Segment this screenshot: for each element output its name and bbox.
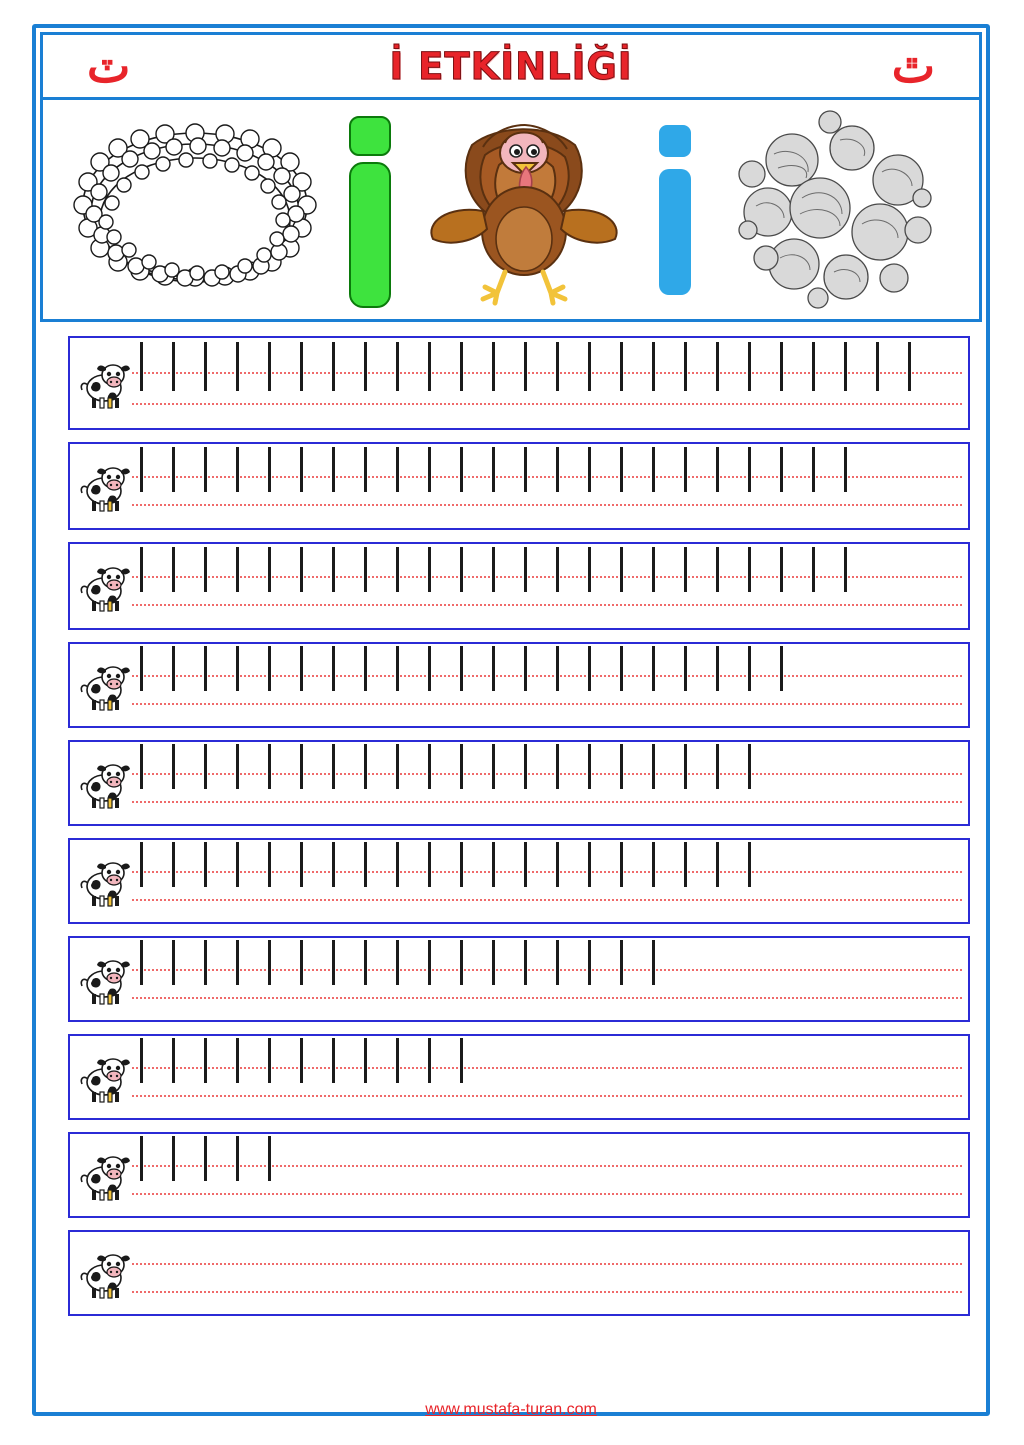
letter-i-stroke <box>364 342 367 391</box>
cow-icon <box>76 1049 132 1105</box>
letter-i-stroke <box>748 342 751 391</box>
practice-rows <box>68 336 970 1328</box>
writing-lines[interactable] <box>132 338 968 428</box>
letter-i-stroke <box>620 547 623 592</box>
letter-i-stroke <box>140 1136 143 1180</box>
letter-i-dot <box>524 336 528 337</box>
letter-i-stroke <box>716 547 719 592</box>
letter-i-stroke <box>332 1038 335 1082</box>
letter-strokes <box>140 938 962 1020</box>
letter-i-stroke <box>300 1038 303 1082</box>
letter-i-stroke <box>684 842 687 886</box>
letter-i-stroke <box>716 744 719 788</box>
letter-i-stroke <box>172 1136 175 1180</box>
letter-i-stroke <box>588 447 591 492</box>
letter-i-stroke <box>236 1038 239 1082</box>
letter-i-dot <box>492 336 496 337</box>
letter-i-stroke <box>428 842 431 886</box>
letter-i-stroke <box>652 646 655 690</box>
illustration-band <box>40 100 982 322</box>
letter-i-stroke <box>140 342 143 391</box>
letter-stem <box>349 162 391 308</box>
letter-i-stroke <box>460 940 463 984</box>
letter-i-stroke <box>492 646 495 690</box>
letter-i-stroke <box>460 1038 463 1082</box>
letter-i-dot <box>844 336 848 337</box>
letter-i-stroke <box>844 447 847 492</box>
letter-i-stroke <box>492 842 495 886</box>
letter-i-stroke <box>268 447 271 492</box>
letter-i-stroke <box>524 646 527 690</box>
letter-i-stroke <box>908 342 911 391</box>
letter-i-stroke <box>428 1038 431 1082</box>
letter-i-stroke <box>172 744 175 788</box>
letter-i-stroke <box>492 342 495 391</box>
letter-i-stroke <box>204 940 207 984</box>
letter-i-stroke <box>204 842 207 886</box>
letter-i-stroke <box>140 842 143 886</box>
letter-i-stroke <box>140 1038 143 1082</box>
practice-row[interactable] <box>68 1034 970 1120</box>
letter-i-stroke <box>236 447 239 492</box>
letter-i-stroke <box>556 744 559 788</box>
letter-strokes <box>140 742 962 824</box>
letter-i-stroke <box>620 940 623 984</box>
decorative-mark-left-icon: ٽ <box>87 39 131 93</box>
letter-i-stroke <box>332 940 335 984</box>
letter-strokes <box>140 444 962 528</box>
letter-i-dot <box>396 336 400 337</box>
letter-i-stroke <box>780 342 783 391</box>
letter-i-stroke <box>172 842 175 886</box>
letter-i-stroke <box>236 342 239 391</box>
letter-i-stroke <box>460 646 463 690</box>
letter-i-stroke <box>236 547 239 592</box>
letter-i-stroke <box>172 1038 175 1082</box>
practice-row[interactable] <box>68 936 970 1022</box>
writing-lines[interactable] <box>132 742 968 824</box>
letter-i-stroke <box>332 646 335 690</box>
practice-row[interactable] <box>68 1132 970 1218</box>
letter-i-stroke <box>236 940 239 984</box>
letter-i-dot <box>140 336 144 337</box>
letter-i-stroke <box>364 842 367 886</box>
letter-i-dot <box>748 336 752 337</box>
letter-i-stroke <box>268 1136 271 1180</box>
letter-i-stroke <box>428 744 431 788</box>
letter-i-stroke <box>684 744 687 788</box>
letter-i-stroke <box>716 447 719 492</box>
letter-i-stroke <box>300 547 303 592</box>
writing-lines[interactable] <box>132 444 968 528</box>
decorative-mark-right-icon: ٿ <box>891 39 935 93</box>
letter-i-stroke <box>140 646 143 690</box>
letter-i-stroke <box>268 547 271 592</box>
letter-i-stroke <box>556 547 559 592</box>
letter-i-stroke <box>812 447 815 492</box>
letter-i-stroke <box>428 342 431 391</box>
letter-i-stroke <box>588 547 591 592</box>
letter-i-stroke <box>780 547 783 592</box>
letter-i-stroke <box>428 447 431 492</box>
practice-row[interactable] <box>68 336 970 430</box>
letter-strokes <box>140 544 962 628</box>
website-link[interactable]: www.mustafa-turan.com <box>425 1401 597 1418</box>
cow-icon <box>76 657 132 713</box>
letter-i-stroke <box>652 940 655 984</box>
letter-i-stroke <box>268 940 271 984</box>
letter-i-dot <box>300 336 304 337</box>
letter-i-stroke <box>396 342 399 391</box>
letter-i-stroke <box>300 940 303 984</box>
letter-i-stroke <box>460 547 463 592</box>
letter-i-stroke <box>204 1038 207 1082</box>
cow-icon <box>76 755 132 811</box>
letter-i-stroke <box>172 646 175 690</box>
letter-i-stroke <box>172 940 175 984</box>
letter-i-stroke <box>204 447 207 492</box>
letter-i-stroke <box>172 547 175 592</box>
letter-i-stroke <box>140 940 143 984</box>
letter-i-stroke <box>396 744 399 788</box>
cow-icon <box>76 951 132 1007</box>
letter-i-stroke <box>876 342 879 391</box>
letter-i-dot <box>652 336 656 337</box>
letter-i-stroke <box>268 342 271 391</box>
letter-i-stroke <box>556 646 559 690</box>
letter-i-stroke <box>364 646 367 690</box>
letter-i-stroke <box>620 447 623 492</box>
letter-i-dot <box>812 336 816 337</box>
letter-i-stroke <box>172 447 175 492</box>
letter-i-dot <box>780 336 784 337</box>
letter-i-stroke <box>364 447 367 492</box>
letter-i-stroke <box>140 744 143 788</box>
letter-i-stroke <box>300 744 303 788</box>
letter-i-dot <box>684 336 688 337</box>
letter-i-stroke <box>332 842 335 886</box>
letter-i-stroke <box>524 744 527 788</box>
letter-i-stroke <box>332 342 335 391</box>
writing-lines[interactable] <box>132 1232 968 1314</box>
letter-i-stroke <box>748 447 751 492</box>
letter-i-stroke <box>428 547 431 592</box>
letter-i-stroke <box>396 1038 399 1082</box>
letter-i-stroke <box>556 842 559 886</box>
letter-i-stroke <box>236 1136 239 1180</box>
letter-i-dot <box>620 336 624 337</box>
letter-i-stroke <box>140 447 143 492</box>
letter-i-stroke <box>588 646 591 690</box>
letter-i-stroke <box>492 940 495 984</box>
letter-i-stroke <box>396 646 399 690</box>
practice-row[interactable] <box>68 1230 970 1316</box>
practice-row[interactable] <box>68 740 970 826</box>
letter-i-stroke <box>204 646 207 690</box>
letter-i-stroke <box>268 646 271 690</box>
letter-i-dot <box>204 336 208 337</box>
letter-i-stroke <box>396 842 399 886</box>
letter-i-stroke <box>204 1136 207 1180</box>
letter-i-stroke <box>748 842 751 886</box>
letter-i-stroke <box>812 547 815 592</box>
letter-i-stroke <box>684 342 687 391</box>
letter-i-stroke <box>332 447 335 492</box>
turkey-image <box>417 107 632 312</box>
writing-lines[interactable] <box>132 1036 968 1118</box>
letter-strokes <box>140 1232 962 1314</box>
letter-i-stroke <box>716 842 719 886</box>
letter-i-dot <box>556 336 560 337</box>
letter-i-stroke <box>364 744 367 788</box>
letter-i-stroke <box>460 342 463 391</box>
letter-i-stroke <box>268 842 271 886</box>
letter-i-stroke <box>396 940 399 984</box>
practice-row[interactable] <box>68 542 970 630</box>
letter-i-stroke <box>236 646 239 690</box>
letter-dot <box>659 125 691 157</box>
letter-i-stroke <box>812 342 815 391</box>
letter-i-dot <box>236 336 240 337</box>
letter-i-stroke <box>460 744 463 788</box>
letter-i-stroke <box>684 646 687 690</box>
letter-i-stroke <box>364 940 367 984</box>
letter-i-stroke <box>428 646 431 690</box>
letter-i-stroke <box>652 342 655 391</box>
footer <box>40 1401 982 1419</box>
cow-icon <box>76 355 132 411</box>
letter-i-stroke <box>716 342 719 391</box>
pearl-necklace-image <box>70 110 320 310</box>
letter-i-stroke <box>780 646 783 690</box>
yarn-balls-image <box>722 102 952 317</box>
writing-lines[interactable] <box>132 544 968 628</box>
letter-i-stroke <box>492 547 495 592</box>
letter-i-stroke <box>300 842 303 886</box>
cow-icon <box>76 558 132 614</box>
cow-icon <box>76 853 132 909</box>
letter-i-stroke <box>588 342 591 391</box>
letter-i-stroke <box>620 646 623 690</box>
letter-i-stroke <box>748 744 751 788</box>
letter-i-blue-image <box>659 125 695 295</box>
letter-i-stroke <box>268 1038 271 1082</box>
letter-i-stroke <box>364 1038 367 1082</box>
letter-i-stroke <box>684 547 687 592</box>
letter-i-dot <box>716 336 720 337</box>
letter-i-green-image <box>347 114 391 306</box>
letter-i-stroke <box>524 447 527 492</box>
letter-i-stroke <box>300 646 303 690</box>
letter-i-stroke <box>524 842 527 886</box>
letter-i-stroke <box>140 547 143 592</box>
letter-strokes <box>140 338 962 428</box>
practice-row[interactable] <box>68 642 970 728</box>
page-title: İ ETKİNLİĞİ <box>389 44 633 88</box>
letter-i-stroke <box>492 744 495 788</box>
letter-i-stroke <box>588 842 591 886</box>
letter-i-stroke <box>588 744 591 788</box>
letter-i-stroke <box>748 646 751 690</box>
cow-icon <box>76 1147 132 1203</box>
letter-i-stroke <box>620 842 623 886</box>
letter-i-dot <box>172 336 176 337</box>
letter-dot <box>349 116 391 156</box>
letter-i-stroke <box>332 744 335 788</box>
writing-lines[interactable] <box>132 938 968 1020</box>
writing-lines[interactable] <box>132 840 968 922</box>
letter-i-stroke <box>556 342 559 391</box>
letter-i-dot <box>588 336 592 337</box>
worksheet-header <box>40 32 982 100</box>
letter-i-dot <box>364 336 368 337</box>
cow-icon <box>76 1245 132 1301</box>
letter-i-dot <box>428 336 432 337</box>
letter-i-stroke <box>748 547 751 592</box>
letter-i-stroke <box>268 744 271 788</box>
letter-i-stroke <box>524 547 527 592</box>
letter-i-dot <box>332 336 336 337</box>
letter-i-stroke <box>364 547 367 592</box>
letter-i-stroke <box>236 842 239 886</box>
letter-i-stroke <box>460 842 463 886</box>
letter-i-dot <box>876 336 880 337</box>
letter-i-stroke <box>652 744 655 788</box>
letter-i-dot <box>460 336 464 337</box>
letter-i-stroke <box>172 342 175 391</box>
letter-i-stroke <box>300 447 303 492</box>
letter-i-stroke <box>460 447 463 492</box>
letter-i-stroke <box>300 342 303 391</box>
practice-row[interactable] <box>68 838 970 924</box>
writing-lines[interactable] <box>132 644 968 726</box>
letter-i-stroke <box>428 940 431 984</box>
letter-i-stroke <box>332 547 335 592</box>
letter-strokes <box>140 1134 962 1216</box>
letter-i-stroke <box>524 342 527 391</box>
practice-row[interactable] <box>68 442 970 530</box>
letter-i-stroke <box>620 744 623 788</box>
letter-i-dot <box>268 336 272 337</box>
letter-i-stroke <box>556 447 559 492</box>
cow-icon <box>76 458 132 514</box>
letter-strokes <box>140 840 962 922</box>
letter-i-stroke <box>684 447 687 492</box>
letter-strokes <box>140 644 962 726</box>
letter-i-stroke <box>204 744 207 788</box>
letter-stem <box>659 169 691 295</box>
letter-i-stroke <box>524 940 527 984</box>
letter-i-stroke <box>236 744 239 788</box>
letter-i-stroke <box>844 547 847 592</box>
letter-i-stroke <box>620 342 623 391</box>
letter-i-stroke <box>844 342 847 391</box>
letter-i-stroke <box>556 940 559 984</box>
letter-strokes <box>140 1036 962 1118</box>
letter-i-stroke <box>652 447 655 492</box>
letter-i-stroke <box>588 940 591 984</box>
letter-i-stroke <box>204 342 207 391</box>
letter-i-dot <box>908 336 912 337</box>
letter-i-stroke <box>652 842 655 886</box>
letter-i-stroke <box>492 447 495 492</box>
letter-i-stroke <box>652 547 655 592</box>
letter-i-stroke <box>396 447 399 492</box>
letter-i-stroke <box>780 447 783 492</box>
writing-lines[interactable] <box>132 1134 968 1216</box>
letter-i-stroke <box>716 646 719 690</box>
letter-i-stroke <box>204 547 207 592</box>
letter-i-stroke <box>396 547 399 592</box>
